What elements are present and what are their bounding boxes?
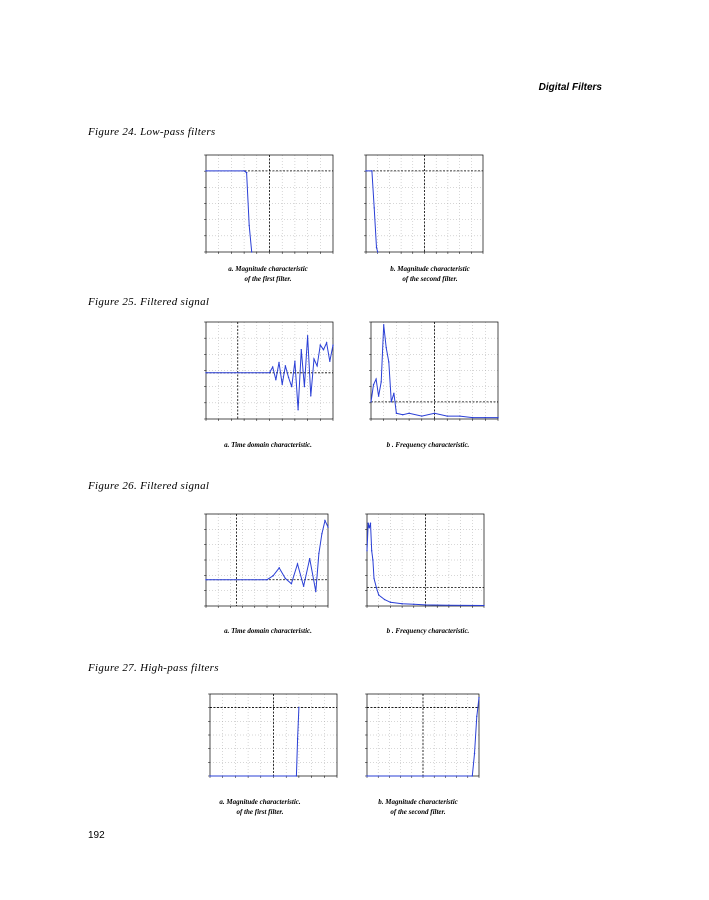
data-line xyxy=(206,171,252,252)
plot-fig25b xyxy=(365,320,500,425)
data-point xyxy=(309,558,310,559)
figure-24a-subcaption xyxy=(178,264,358,284)
data-point xyxy=(472,775,473,776)
data-point xyxy=(376,587,377,588)
data-point xyxy=(278,362,279,363)
data-point xyxy=(476,716,477,717)
data-line xyxy=(366,171,378,252)
figure-26b-subcaption xyxy=(338,626,518,636)
data-point xyxy=(318,553,319,554)
figure-27a-subcaption xyxy=(170,797,350,817)
data-point xyxy=(246,172,247,173)
data-point xyxy=(370,523,371,524)
data-point xyxy=(266,579,267,580)
data-point xyxy=(327,526,328,527)
data-point xyxy=(388,361,389,362)
data-point xyxy=(285,578,286,579)
figure-26-caption: Figure 26. Filtered signal xyxy=(88,480,210,492)
data-point xyxy=(478,697,479,698)
data-point xyxy=(323,349,324,350)
data-point xyxy=(272,575,273,576)
figure-25-caption: Figure 25. Filtered signal xyxy=(88,296,210,308)
data-point xyxy=(391,401,392,402)
data-point xyxy=(472,417,473,418)
data-point xyxy=(383,324,384,325)
subcaption-line: b. Magnitude characteristic xyxy=(378,798,458,806)
data-point xyxy=(367,523,368,524)
data-point xyxy=(296,775,297,776)
plot-fig24a xyxy=(200,153,335,258)
data-point xyxy=(459,415,460,416)
data-point xyxy=(313,358,314,359)
data-point xyxy=(282,384,283,385)
subcaption-line: b. Magnitude characteristic xyxy=(390,265,470,273)
data-point xyxy=(390,602,391,603)
subcaption-line: b . Frequency characteristic. xyxy=(386,441,470,449)
data-point xyxy=(378,395,379,396)
data-point xyxy=(316,365,317,366)
running-head: Digital Filters xyxy=(538,82,602,93)
data-point xyxy=(401,603,402,604)
data-point xyxy=(291,386,292,387)
data-point xyxy=(279,567,280,568)
data-point xyxy=(371,170,372,171)
data-point xyxy=(448,605,449,606)
data-point xyxy=(366,775,367,776)
data-point xyxy=(377,251,378,252)
subcaption-line: a. Magnitude characteristic. xyxy=(219,798,301,806)
data-point xyxy=(205,372,206,373)
figure-25b-subcaption xyxy=(338,440,518,450)
figure-24-caption: Figure 24. Low-pass filters xyxy=(88,126,216,138)
data-point xyxy=(285,365,286,366)
data-point xyxy=(373,384,374,385)
subcaption-line: a. Time domain characteristic. xyxy=(224,441,312,449)
data-point xyxy=(373,578,374,579)
plot-fig26a xyxy=(200,512,330,612)
figure-25a-subcaption xyxy=(178,440,358,450)
subcaption-line: of the second filter. xyxy=(402,275,458,283)
data-point xyxy=(205,170,206,171)
data-point xyxy=(425,604,426,605)
figure-26a-subcaption xyxy=(178,626,358,636)
figure-24b-subcaption xyxy=(340,264,520,284)
data-point xyxy=(272,366,273,367)
data-point xyxy=(324,520,325,521)
data-point xyxy=(366,550,367,551)
data-point xyxy=(209,775,210,776)
data-point xyxy=(303,586,304,587)
data-point xyxy=(275,379,276,380)
data-point xyxy=(294,361,295,362)
figure-27-caption: Figure 27. High-pass filters xyxy=(88,662,219,674)
data-point xyxy=(321,533,322,534)
data-point xyxy=(483,605,484,606)
data-point xyxy=(421,415,422,416)
subcaption-line: of the second filter. xyxy=(390,808,446,816)
subcaption-line: b . Frequency characteristic. xyxy=(386,627,470,635)
data-point xyxy=(474,753,475,754)
data-point xyxy=(291,583,292,584)
data-point xyxy=(243,170,244,171)
data-point xyxy=(248,225,249,226)
plot-fig25a xyxy=(200,320,335,425)
data-point xyxy=(380,381,381,382)
plot-fig27b xyxy=(361,692,481,782)
data-point xyxy=(310,395,311,396)
data-point xyxy=(297,409,298,410)
data-point xyxy=(304,386,305,387)
data-point xyxy=(370,401,371,402)
data-point xyxy=(298,707,299,708)
plot-fig26b xyxy=(361,512,486,612)
data-point xyxy=(372,559,373,560)
data-point xyxy=(402,414,403,415)
data-point xyxy=(497,417,498,418)
subcaption-line: of the first filter. xyxy=(244,275,292,283)
data-point xyxy=(301,349,302,350)
data-point xyxy=(326,342,327,343)
data-point xyxy=(447,415,448,416)
figure-27b-subcaption xyxy=(328,797,508,817)
data-point xyxy=(307,335,308,336)
data-point xyxy=(288,377,289,378)
data-point xyxy=(485,417,486,418)
data-point xyxy=(378,594,379,595)
data-point xyxy=(297,563,298,564)
data-point xyxy=(332,344,333,345)
data-point xyxy=(375,378,376,379)
data-line xyxy=(210,707,299,776)
data-point xyxy=(205,579,206,580)
subcaption-line: a. Time domain characteristic. xyxy=(224,627,312,635)
data-point xyxy=(384,599,385,600)
plot-fig24b xyxy=(360,153,485,258)
subcaption-line: a. Magnitude characteristic xyxy=(228,265,308,273)
data-point xyxy=(297,738,298,739)
data-point xyxy=(408,413,409,414)
data-point xyxy=(434,413,435,414)
data-point xyxy=(251,251,252,252)
data-point xyxy=(386,347,387,348)
data-point xyxy=(373,207,374,208)
data-point xyxy=(413,604,414,605)
data-point xyxy=(329,361,330,362)
data-point xyxy=(376,247,377,248)
data-point xyxy=(369,527,370,528)
data-point xyxy=(371,550,372,551)
data-point xyxy=(315,591,316,592)
data-point xyxy=(396,413,397,414)
data-point xyxy=(269,372,270,373)
page-number: 192 xyxy=(88,830,105,841)
data-point xyxy=(365,170,366,171)
plot-fig27a xyxy=(204,692,339,782)
subcaption-line: of the first filter. xyxy=(236,808,284,816)
data-point xyxy=(320,344,321,345)
data-point xyxy=(393,393,394,394)
